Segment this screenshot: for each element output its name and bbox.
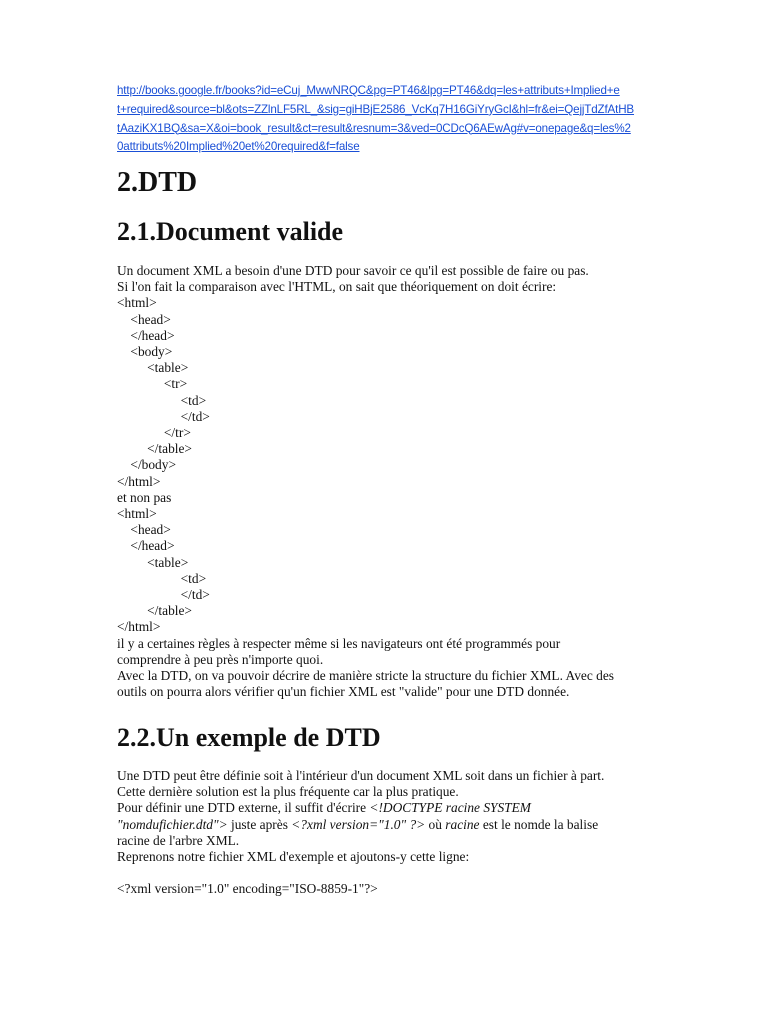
text-line: Un document XML a besoin d'une DTD pour savoir ce qu'il est possible de faire ou pas. — [117, 263, 589, 278]
code-line: <html> — [117, 295, 157, 311]
source-link-line[interactable]: tAaziKX1BQ&sa=X&oi=book_result&ct=result&resnum=3&ved=0CDcQ6AEwAg#v=onepage&q=les%2 — [117, 121, 631, 135]
code-line: </html> — [117, 473, 161, 489]
text-line: Cette dernière solution est la plus fréquente car la plus pratique. — [117, 784, 459, 800]
code-line: </td> — [117, 408, 210, 424]
code-line: <head> — [117, 522, 171, 538]
source-link-line[interactable]: t+required&source=bl&ots=ZZlnLF5RL_&sig=giHBjE2586_VcKq7H16GiYryGcI&hl=fr&ei=QejjTdZfAtHB — [117, 102, 635, 116]
source-link[interactable] — [117, 82, 657, 157]
text-line: Avec la DTD, on va pouvoir décrire de manière stricte la structure du fichier XML. Avec des — [117, 668, 614, 684]
root-term: racine — [445, 816, 480, 832]
text-line: Reprenons notre fichier XML d'exemple et ajoutons-y cette ligne: — [117, 849, 470, 865]
text-line: il y a certaines règles à respecter même si les navigateurs ont été programmés pour — [117, 635, 561, 651]
text-line — [117, 817, 677, 833]
code-line: </html> — [117, 619, 161, 635]
code-line: <head> — [117, 311, 171, 327]
code-line: <table> — [117, 360, 189, 376]
code-line: <html> — [117, 506, 157, 522]
source-link-line[interactable]: 0attributs%20Implied%20et%20required&f=false — [117, 140, 360, 154]
text-line: racine de l'arbre XML. — [117, 832, 240, 848]
section-document-valide-body — [117, 263, 677, 700]
code-line: <td> — [117, 570, 207, 586]
text-line: Une DTD peut être définie soit à l'intérieur d'un document XML soit dans un fichier à part. — [117, 768, 605, 783]
source-link-line[interactable]: http://books.google.fr/books?id=eCuj_MwwNRQC&pg=PT46&lpg=PT46&dq=les+attributs+Implied+e — [117, 84, 620, 97]
code-line: <table> — [117, 554, 189, 570]
xml-declaration: <?xml version="1.0" ?> — [291, 816, 426, 832]
text-span: Pour définir une DTD externe, il suffit d'écrire — [117, 800, 370, 816]
doctype-filename: "nomdufichier.dtd"> — [117, 816, 228, 832]
text-span: est le nomde la balise — [479, 816, 599, 832]
section-exemple-dtd-body — [117, 768, 677, 898]
code-line: </head> — [117, 327, 175, 343]
heading-exemple-dtd: 2.2.Un exemple de DTD — [117, 723, 381, 752]
code-line: <tr> — [117, 376, 188, 392]
doctype-example: <!DOCTYPE racine SYSTEM — [369, 800, 531, 816]
code-line: <td> — [117, 392, 207, 408]
text-span: juste après — [227, 816, 292, 832]
text-line: et non pas — [117, 489, 172, 505]
code-line: <?xml version="1.0" encoding="ISO-8859-1"?> — [117, 881, 378, 897]
code-line: </table> — [117, 441, 192, 457]
code-line: <body> — [117, 344, 173, 360]
text-line — [117, 800, 677, 816]
heading-document-valide: 2.1.Document valide — [117, 217, 344, 246]
text-span: où — [425, 816, 446, 832]
code-line: </body> — [117, 457, 176, 473]
text-line: outils on pourra alors vérifier qu'un fichier XML est "valide" pour une DTD donnée. — [117, 684, 570, 700]
code-line: </td> — [117, 587, 210, 603]
heading-dtd: 2.DTD — [117, 167, 198, 198]
code-line: </tr> — [117, 425, 191, 441]
text-line: Si l'on fait la comparaison avec l'HTML, on sait que théoriquement on doit écrire: — [117, 279, 557, 295]
code-line: </table> — [117, 603, 192, 619]
text-line: comprendre à peu près n'importe quoi. — [117, 651, 324, 667]
blank-line — [117, 865, 677, 881]
code-line: </head> — [117, 538, 175, 554]
